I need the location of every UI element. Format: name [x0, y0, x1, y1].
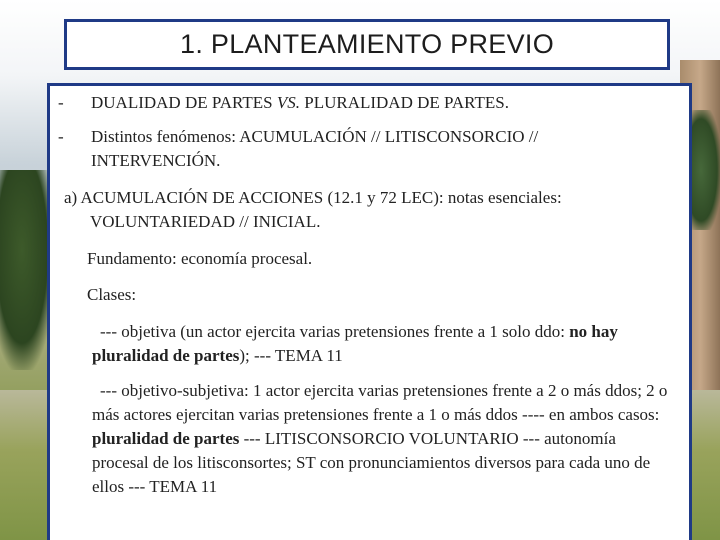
content-panel — [47, 83, 692, 540]
bullet-marker: - — [58, 127, 64, 146]
bullet-text: Distintos fenómenos: ACUMULACIÓN // LITISCONSORCIO // INTERVENCIÓN. — [91, 127, 539, 170]
slide-title-box — [64, 19, 670, 70]
clase-objetivo-subjetiva-text: --- objetivo-subjetiva: 1 actor ejercita varias pretensiones frente a 2 o más ddos; 2 o más actores ejercitan varias pretensiones frente a 1 o más ddos ---- en ambos casos: — [92, 381, 668, 424]
fundamento-text: Fundamento: economía procesal. — [87, 249, 313, 268]
clase-objetivo-subjetiva-suffix: --- LITISCONSORCIO VOLUNTARIO --- autonomía procesal de los litisconsortes; ST con pronunciamientos diversos para cada uno de ellos --- TEMA 11 — [92, 429, 651, 496]
clase-objetiva-text: --- objetiva (un actor ejercita varias pretensiones frente a 1 solo ddo: — [100, 322, 570, 341]
clase-objetiva-suffix: ); --- TEMA 11 — [239, 346, 343, 365]
clase-objetiva-bold: no hay pluralidad de partes — [92, 322, 618, 365]
bullet-marker: - — [58, 93, 64, 112]
bullet-text-end: PLURALIDAD DE PARTES. — [299, 93, 509, 112]
clases-label: Clases: — [87, 285, 137, 304]
section-heading: a) ACUMULACIÓN DE ACCIONES (12.1 y 72 LEC): notas esenciales: VOLUNTARIEDAD // INICIAL. — [64, 188, 562, 231]
clase-objetiva — [92, 320, 675, 368]
bullet-text: DUALIDAD DE PARTES — [91, 93, 277, 112]
clase-objetivo-subjetiva — [92, 379, 673, 499]
clase-objetivo-subjetiva-bold: pluralidad de partes — [92, 429, 240, 448]
slide-title: 1. PLANTEAMIENTO PREVIO — [180, 29, 554, 59]
bullet-text-italic: VS. — [276, 93, 300, 112]
